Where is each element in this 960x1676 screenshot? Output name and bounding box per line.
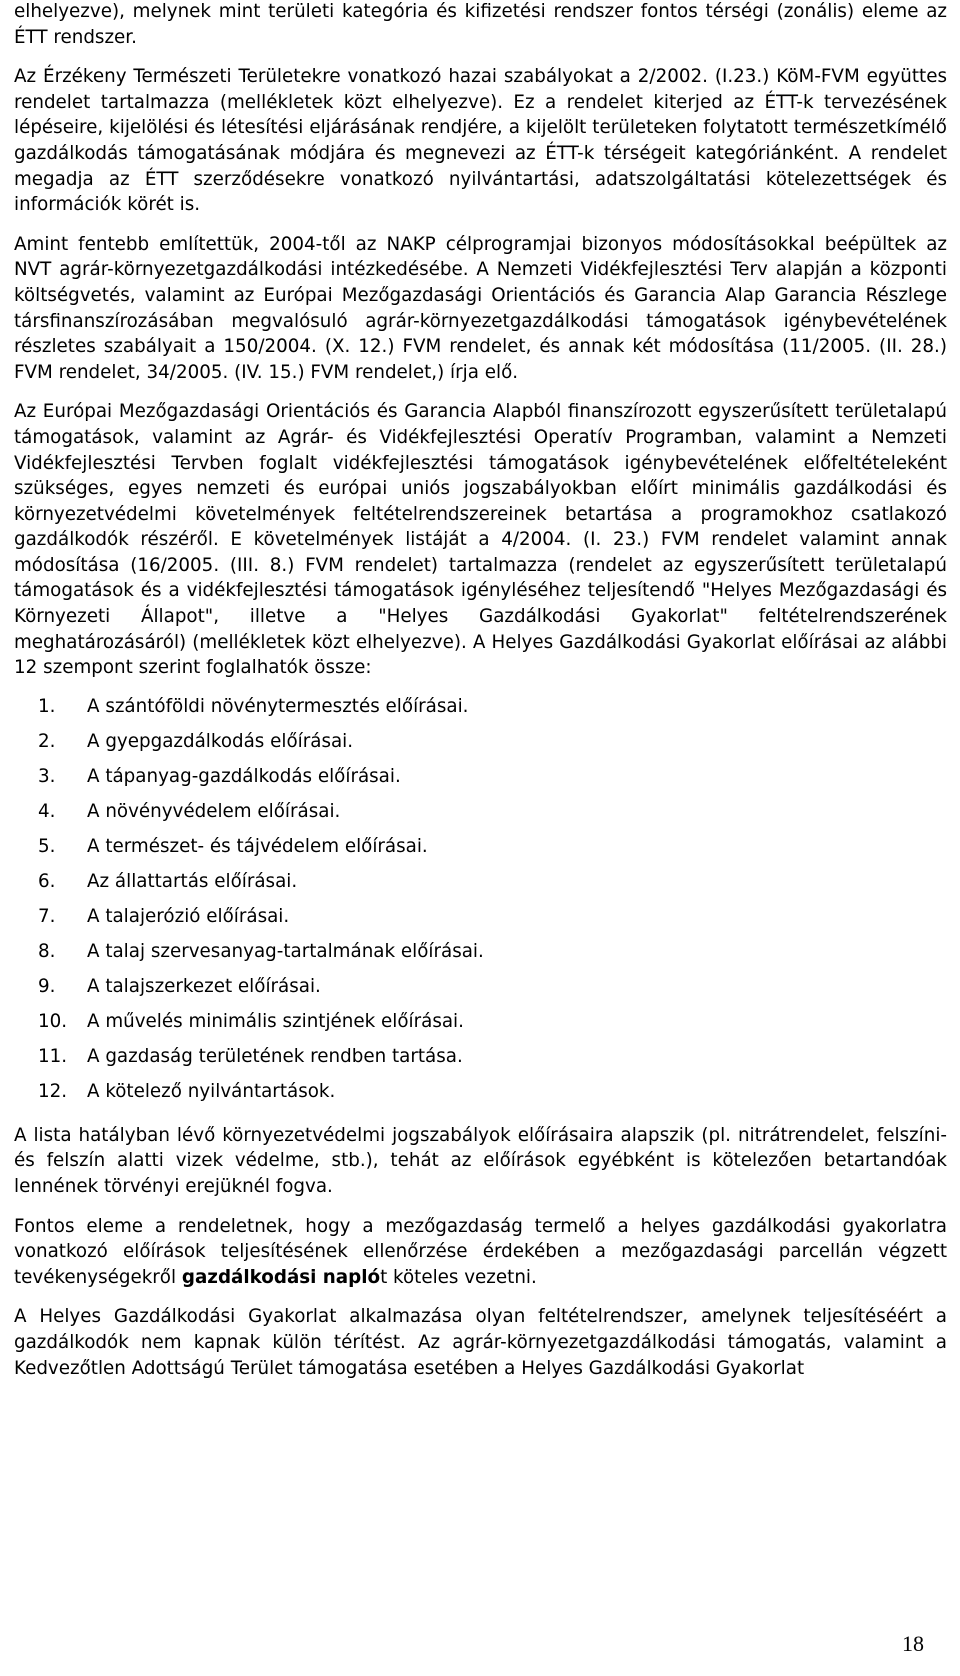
list-item-text: A tápanyag-gazdálkodás előírásai.	[87, 765, 401, 787]
paragraph-3: Amint fentebb említettük, 2004-től az NAKP célprogramjai bizonyos módosításokkal beépültek az NVT agrár-környezetgazdálkodási intézkedésébe. A Nemzeti Vidékfejlesztési Terv alapján a központi költségvetés, valamint az Európai Mezőgazdasági Orientációs és Garancia Alap Garancia Részlege társfinanszírozásában megvalósuló agrár-környezetgazdálkodási támogatások igénybevételének részletes szabályait a 150/2004. (X. 12.) FVM rendelet, és annak két módosítása (11/2005. (II. 28.) FVM rendelet, 34/2005. (IV. 15.) FVM rendelet,) írja elő.	[14, 233, 947, 383]
list-item-text: A szántóföldi növénytermesztés előírásai.	[87, 695, 469, 717]
paragraph-1: elhelyezve), melynek mint területi kategória és kifizetési rendszer fontos térségi (zonális) eleme az ÉTT rendszer.	[14, 1, 947, 48]
list-item-number: 5.	[38, 835, 56, 857]
list-item-number: 2.	[38, 730, 56, 752]
list-item-text: A talaj szervesanyag-tartalmának előírásai.	[87, 940, 484, 962]
list-item-text: Az állattartás előírásai.	[87, 870, 298, 892]
list-item-number: 3.	[38, 765, 56, 787]
list-item	[14, 729, 947, 764]
list-item	[14, 834, 947, 869]
list-item	[14, 939, 947, 974]
list-item	[14, 694, 947, 729]
list-item-text: A talajszerkezet előírásai.	[87, 975, 321, 997]
list-item	[14, 974, 947, 1009]
list-item	[14, 799, 947, 834]
requirements-list	[14, 694, 947, 1114]
list-item	[14, 1044, 947, 1079]
list-item-number: 11.	[38, 1045, 68, 1067]
paragraph-4: Az Európai Mezőgazdasági Orientációs és Garancia Alapból finanszírozott egyszerűsített területalapú támogatások, valamint az Agrár- és Vidékfejlesztési Operatív Programban, valamint a Nemzeti Vidékfejlesztési Tervben foglalt vidékfejlesztési támogatások igénybevételének előfeltételeként szükséges, egyes nemzeti és európai uniós jogszabályokban előírt minimális gazdálkodási és környezetvédelmi követelmények feltételrendszereinek betartása a programokhoz csatlakozó gazdálkodók részéről. E követelmények listáját a 4/2004. (I. 23.) FVM rendelet valamint annak módosítása (16/2005. (III. 8.) FVM rendelet) tartalmazza (rendelet az egyszerűsített területalapú támogatások és a vidékfejlesztési támogatások igényléséhez teljesítendő "Helyes Mezőgazdasági és Környezeti Állapot", illetve a "Helyes Gazdálkodási Gyakorlat" feltételrendszerének meghatározásáról) (mellékletek közt elhelyezve). A Helyes Gazdálkodási Gyakorlat előírásai az alábbi 12 szempont szerint foglalhatók össze:	[14, 401, 947, 679]
page-number: 18	[902, 1631, 924, 1656]
list-item-number: 9.	[38, 975, 56, 997]
list-item-text: A gazdaság területének rendben tartása.	[87, 1045, 463, 1067]
list-item-number: 4.	[38, 800, 56, 822]
list-item	[14, 1009, 947, 1044]
paragraph-6-bold-term: gazdálkodási napló	[181, 1266, 381, 1288]
list-item-number: 8.	[38, 940, 56, 962]
list-item	[14, 869, 947, 904]
list-item-number: 1.	[38, 695, 56, 717]
list-item-text: A művelés minimális szintjének előírásai.	[87, 1010, 464, 1032]
paragraph-6-text-before: Fontos eleme a rendeletnek, hogy a mezőgazdaság termelő a helyes gazdálkodási gyakorlatra vonatkozó előírások teljesítésének ellenőrzése érdekében a mezőgazdasági parcellán végzett tevékenységekről	[14, 1215, 947, 1288]
list-item-text: A kötelező nyilvántartások.	[87, 1080, 336, 1102]
paragraph-6	[14, 1214, 947, 1291]
list-item-text: A természet- és tájvédelem előírásai.	[87, 835, 428, 857]
list-item	[14, 904, 947, 939]
list-item-number: 10.	[38, 1010, 68, 1032]
list-item-text: A növényvédelem előírásai.	[87, 800, 341, 822]
list-item-text: A gyepgazdálkodás előírásai.	[87, 730, 354, 752]
list-item-number: 7.	[38, 905, 56, 927]
paragraph-5: A lista hatályban lévő környezetvédelmi jogszabályok előírásaira alapszik (pl. nitrátrendelet, felszíni- és felszín alatti vizek védelme, stb.), tehát az előírások egyébként is kötelezően betartandóak lennének törvényi erejüknél fogva.	[14, 1124, 947, 1198]
list-item	[14, 1079, 947, 1114]
list-item-number: 12.	[38, 1080, 68, 1102]
list-item	[14, 764, 947, 799]
list-item-text: A talajerózió előírásai.	[87, 905, 290, 927]
paragraph-7: A Helyes Gazdálkodási Gyakorlat alkalmazása olyan feltételrendszer, amelynek teljesítéséért a gazdálkodók nem kapnak külön térítést. Az agrár-környezetgazdálkodási támogatás, valamint a Kedvezőtlen Adottságú Terület támogatása esetében a Helyes Gazdálkodási Gyakorlat	[14, 1306, 947, 1379]
list-item-number: 6.	[38, 870, 56, 892]
paragraph-6-text-after: t köteles vezetni.	[380, 1266, 537, 1288]
paragraph-2: Az Érzékeny Természeti Területekre vonatkozó hazai szabályokat a 2/2002. (I.23.) KöM-FVM együttes rendelet tartalmazza (mellékletek közt elhelyezve). Ez a rendelet kiterjed az ÉTT-k tervezésének lépéseire, kijelölési és létesítési eljárásának rendjére, a kijelölt területeken folytatott természetkímélő gazdálkodás támogatásának módjára és megnevezi az ÉTT-k térségeit kategóriánként. A rendelet megadja az ÉTT szerződésekre vonatkozó nyilvántartási, adatszolgáltatási kötelezettségek és információk körét is.	[14, 66, 947, 216]
